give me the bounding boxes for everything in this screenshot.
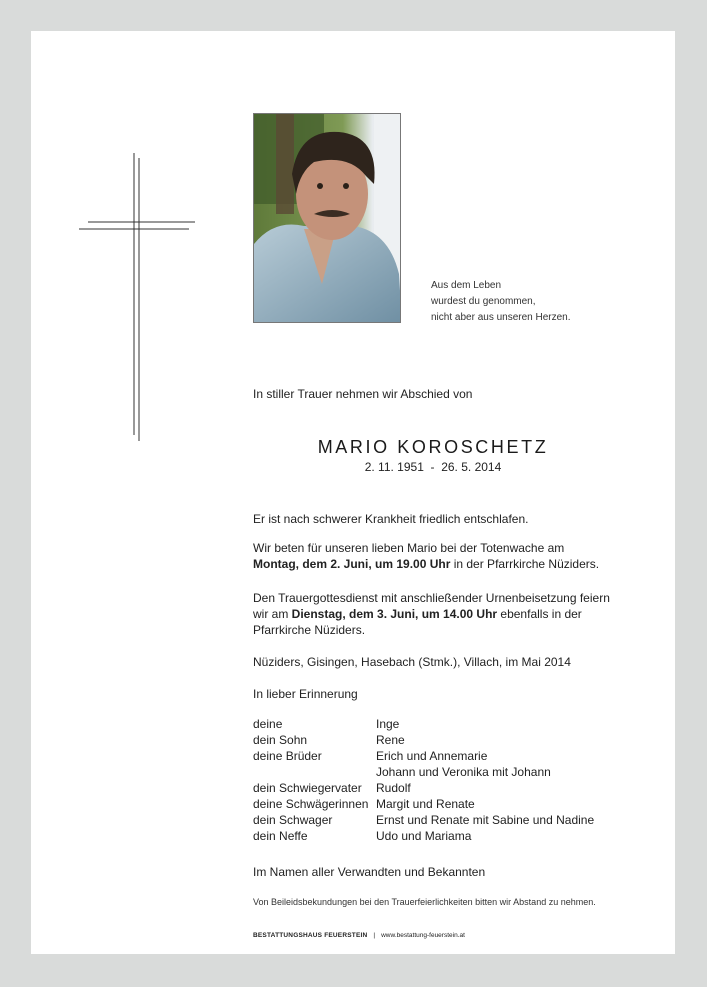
funeral-home-website: www.bestattung-feuerstein.at (381, 932, 465, 939)
relative-role: deine Schwägerinnen (253, 797, 369, 811)
quote-line: wurdest du genommen, (431, 296, 536, 307)
funeral-location: ebenfalls in der Pfarrkirche Nüziders. (253, 607, 582, 637)
relative-row (253, 732, 623, 748)
relative-names: Erich und Annemarie (376, 749, 488, 763)
relative-row (253, 716, 623, 732)
death-statement: Er ist nach schwerer Krankheit friedlich entschlafen. (253, 512, 529, 526)
relative-row (253, 780, 623, 796)
funeral-date: Dienstag, dem 3. Juni, um 14.00 Uhr (291, 607, 498, 621)
relative-role: dein Schwiegervater (253, 781, 362, 795)
wake-location: in der Pfarrkirche Nüziders. (450, 557, 600, 571)
relative-row (253, 828, 623, 844)
relative-row (253, 812, 623, 828)
relative-row (253, 764, 623, 780)
cross-icon (78, 150, 198, 445)
closing-line: Im Namen aller Verwandten und Bekannten (253, 865, 486, 879)
relative-role: deine Brüder (253, 749, 322, 763)
relative-row (253, 748, 623, 764)
relative-names: Rudolf (376, 781, 411, 795)
relative-names: Margit und Renate (376, 797, 475, 811)
relative-names: Inge (376, 717, 400, 731)
footer-separator: | (373, 932, 376, 939)
relative-role: dein Sohn (253, 733, 308, 747)
relative-role: dein Neffe (253, 829, 308, 843)
life-dates: 2. 11. 1951 - 26. 5. 2014 (364, 460, 502, 474)
quote-line: Aus dem Leben (431, 280, 502, 291)
intro-line: In stiller Trauer nehmen wir Abschied von (253, 387, 473, 401)
quote-line: nicht aber aus unseren Herzen. (431, 312, 571, 323)
place-date: Nüziders, Gisingen, Hasebach (Stmk.), Villach, im Mai 2014 (253, 655, 571, 669)
wake-text: Wir beten für unseren lieben Mario bei der Totenwache am (253, 541, 565, 555)
funeral-home-footer (253, 932, 465, 939)
memory-line: In lieber Erinnerung (253, 687, 358, 701)
wake-date: Montag, dem 2. Juni, um 19.00 Uhr (253, 557, 451, 571)
memorial-quote (431, 278, 571, 326)
funeral-text: Den Trauergottesdienst mit anschließender Urnenbeisetzung feiern wir am (253, 591, 610, 621)
relative-role: dein Schwager (253, 813, 333, 827)
portrait-image (254, 114, 401, 323)
funeral-home-name: BESTATTUNGSHAUS FEUERSTEIN (253, 932, 368, 939)
relative-role: deine (253, 717, 283, 731)
wake-paragraph (253, 540, 613, 572)
relative-role (253, 764, 376, 780)
relative-names: Ernst und Renate mit Sabine und Nadine (376, 813, 595, 827)
relatives-list (253, 716, 623, 844)
relative-row (253, 796, 623, 812)
portrait-photo (253, 113, 401, 323)
relative-names: Udo und Mariama (376, 829, 472, 843)
relative-names: Rene (376, 733, 405, 747)
relative-names: Johann und Veronika mit Johann (376, 765, 551, 779)
funeral-paragraph (253, 590, 613, 638)
deceased-name: MARIO KOROSCHETZ (317, 437, 549, 457)
condolence-note: Von Beileidsbekundungen bei den Trauerfeierlichkeiten bitten wir Abstand zu nehmen. (253, 897, 596, 907)
